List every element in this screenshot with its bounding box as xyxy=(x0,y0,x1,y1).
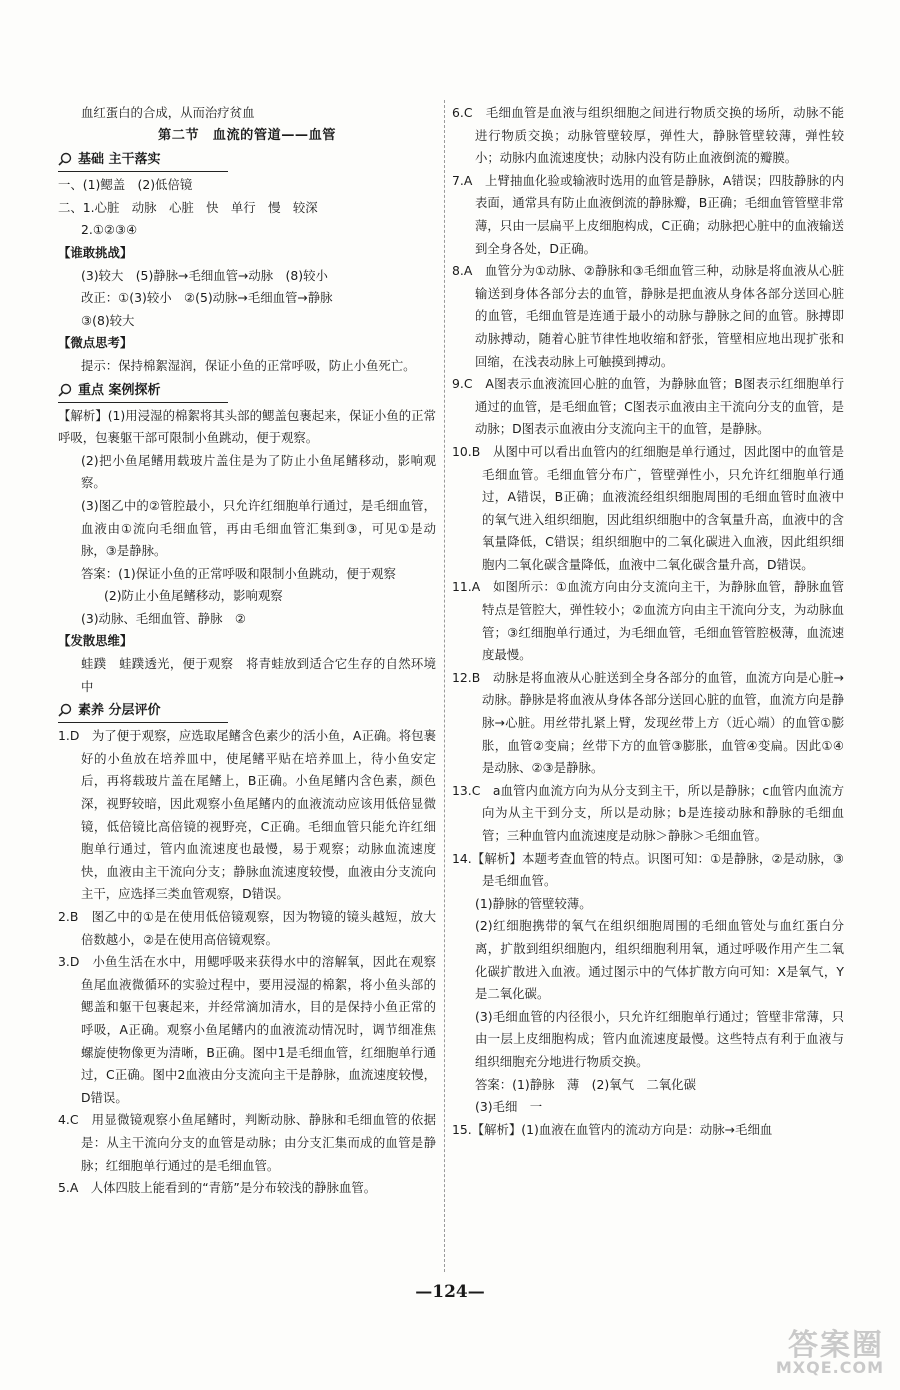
text-line: (2)把小鱼尾鳍用载玻片盖住是为了防止小鱼尾鳍移动，影响观察。 xyxy=(81,452,436,491)
question-item: 10.B 从图中可以看出血管内的红细胞是单行通过，因此图中的血管是毛细血管。毛细血管分布广，管壁弹性小，只允许红细胞单行通过，A错误，B正确；血液流经组织细胞周围的毛细血管时血液中的氧气进入组织细胞，因此组织细胞中的含氧量升高，血液中的含氧量降低，C错误；组织细胞中的二氧化碳进入血液，因此组织细胞内二氧化碳含量降低，血液中二氧化碳含量升高，D错误。 xyxy=(452,443,844,572)
text-line: 血红蛋白的合成，从而治疗贫血 xyxy=(81,105,255,120)
watermark-url: MXQE.COM xyxy=(775,1358,884,1377)
text-line: 蛙蹼 蛙蹼透光，便于观察 将青蛙放到适合它生存的自然环境中 xyxy=(81,656,436,694)
left-column xyxy=(58,102,436,1200)
text-line: 提示：保持棉絮湿润，保证小鱼的正常呼吸，防止小鱼死亡。 xyxy=(81,357,416,373)
heading-literacy xyxy=(58,700,228,723)
tag-label: 【谁敢挑战】 xyxy=(58,244,133,260)
heading-text: 基础 主干落实 xyxy=(78,152,161,168)
text-line: 二、1.心脏 动脉 心脏 快 单行 慢 较深 xyxy=(58,199,318,215)
text-line: (3)较大 (5)静脉→毛细血管→动脉 (8)较小 xyxy=(81,267,328,283)
question-item: 4.C 用显微镜观察小鱼尾鳍时，判断动脉、静脉和毛细血管的依据是：从主干流向分支的血管是动脉；由分支汇集而成的血管是静脉；红细胞单行通过的是毛细血管。 xyxy=(58,1112,436,1173)
answer-line: 答案：(1)静脉 薄 (2)氧气 二氧化碳 xyxy=(475,1076,696,1092)
question-item: 2.B 图乙中的①是在使用低倍镜观察，因为物镜的镜头越短，放大倍数越小，②是在使用高倍镜观察。 xyxy=(58,909,436,947)
column-divider xyxy=(444,100,445,1272)
text-line: 【解析】(1)用浸湿的棉絮将其头部的鳃盖包裹起来，保证小鱼的正常呼吸，包裹躯干部可限制小鱼跳动，便于观察。 xyxy=(58,407,436,446)
tag-label: 【微点思考】 xyxy=(58,335,133,351)
right-column xyxy=(452,102,844,1141)
question-item: 12.B 动脉是将血液从心脏送到全身各部分的血管，血流方向是心脏→动脉。静脉是将血液从身体各部分送回心脏的血管，血流方向是静脉→心脏。用丝带扎紧上臂，发现丝带上方（近心端）的血管①膨胀，血管②变扁；丝带下方的血管③膨胀，血管④变扁。因此①④是动脉、②③是静脉。 xyxy=(452,669,844,776)
question-item: 3.D 小鱼生活在水中，用鳃呼吸来获得水中的溶解氧，因此在观察鱼尾血液微循环的实验过程中，要用浸湿的棉絮，将小鱼头部的鳃盖和躯干包裹起来，并经常滴加清水，目的是保持小鱼正常的呼吸，A正确。观察小鱼尾鳍内的血液流动情况时，调节细准焦螺旋使物像更为清晰，B正确。图中1是毛细血管，红细胞单行通过，C正确。图中2血液由分支流向主干是静脉，血流速度较慢，D错误。 xyxy=(58,954,436,1105)
heading-key xyxy=(58,380,228,403)
text-line: 一、(1)鳃盖 (2)低倍镜 xyxy=(58,177,193,193)
text-line: ③(8)较大 xyxy=(81,312,135,328)
watermark-logo: 答案圈 xyxy=(788,1328,884,1363)
question-item: 9.C A图表示血液流回心脏的血管，为静脉血管；B图表示红细胞单行通过的血管，是毛细血管；C图表示血液由主干流向分支的血管，是动脉；D图表示血液由分支流向主干的血管，是静脉。 xyxy=(452,376,844,437)
text-line: (1)静脉的管壁较薄。 xyxy=(475,895,592,911)
answer-line: (2)防止小鱼尾鳍移动，影响观察 xyxy=(104,588,283,604)
text-line: (3)毛细血管的内径很小，只允许红细胞单行通过；管壁非常薄，只由一层上皮细胞构成；管内血流速度最慢。这些特点有利于血液与组织细胞充分地进行物质交换。 xyxy=(475,1008,844,1069)
heading-basic xyxy=(58,149,228,172)
text-line: (3)图乙中的②管腔最小，只允许红细胞单行通过，是毛细血管，血液由①流向毛细血管，再由毛细血管汇集到③，可见①是动脉，③是静脉。 xyxy=(81,497,436,559)
heading-text: 素养 分层评价 xyxy=(78,703,161,719)
question-item: 15.【解析】(1)血液在血管内的流动方向是：动脉→毛细血 xyxy=(452,1121,773,1137)
answer-line: 答案：(1)保证小鱼的正常呼吸和限制小鱼跳动，便于观察 xyxy=(81,565,396,581)
question-item: 14.【解析】本题考查血管的特点。识图可知：①是静脉，②是动脉，③是毛细血管。 xyxy=(452,850,844,889)
magnifier-icon xyxy=(58,703,72,717)
section-title: 第二节 血流的管道——血管 xyxy=(158,127,336,143)
text-line: 改正：①(3)较小 ②(5)动脉→毛细血管→静脉 xyxy=(81,290,333,306)
answer-line: (3)毛细 一 xyxy=(475,1099,543,1115)
question-item: 13.C a血管内血流方向为从分支到主干，所以是静脉；c血管内血流方向为从主干到分支，所以是动脉；b是连接动脉和静脉的毛细血管；三种血管内血流速度是动脉＞静脉＞毛细血管。 xyxy=(452,782,844,843)
answer-line: (3)动脉、毛细血管、静脉 ② xyxy=(81,610,246,626)
magnifier-icon xyxy=(58,152,72,166)
question-item: 11.A 如图所示：①血流方向由分支流向主干，为静脉血管，静脉血管特点是管腔大，弹性较小；②血流方向由主干流向分支，为动脉血管；③红细胞单行通过，为毛细血管，毛细血管管腔极薄，血流速度最慢。 xyxy=(452,579,844,663)
text-line: 2.①②③④ xyxy=(81,222,138,238)
watermark xyxy=(700,1318,890,1384)
question-item: 1.D 为了便于观察，应选取尾鳍含色素少的活小鱼，A正确。将包裹好的小鱼放在培养皿中，使尾鳍平贴在培养皿上，待小鱼安定后，再将载玻片盖在尾鳍上，B正确。小鱼尾鳍内含色素，颜色深，视野较暗，因此观察小鱼尾鳍内的血液流动应该用低倍显微镜，低倍镜比高倍镜的视野亮，C正确。毛细血管只能允许红细胞单行通过，管内血流速度也最慢，易于观察；动脉血流速度快，血液由主干流向分支；静脉血流速度较慢，血液由分支流向主干，应选择三类血管观察，D错误。 xyxy=(58,728,436,902)
page-number: —124— xyxy=(415,1282,485,1302)
question-item: 6.C 毛细血管是血液与组织细胞之间进行物质交换的场所，动脉不能进行物质交换；动脉管壁较厚，弹性大，静脉管壁较薄，弹性较小；动脉内血流速度快；动脉内没有防止血液倒流的瓣膜。 xyxy=(452,105,844,166)
text-line: (2)红细胞携带的氧气在组织细胞周围的毛细血管处与血红蛋白分离，扩散到组织细胞内，组织细胞利用氧，通过呼吸作用产生二氧化碳扩散进入血液。通过图示中的气体扩散方向可知：X是氧气，Y是二氧化碳。 xyxy=(475,918,844,1002)
question-item: 5.A 人体四肢上能看到的“青筋”是分布较浅的静脉血管。 xyxy=(58,1180,377,1196)
magnifier-icon xyxy=(58,383,72,397)
tag-label: 【发散思维】 xyxy=(58,633,133,649)
question-item: 8.A 血管分为①动脉、②静脉和③毛细血管三种，动脉是将血液从心脏输送到身体各部分去的血管，静脉是把血液从身体各部分送回心脏的血管，毛细血管是连通于最小的动脉与静脉之间的血管。脉搏即动脉搏动，随着心脏节律性地收缩和舒张，管壁相应地出现扩张和回缩，在浅表动脉上可触摸到搏动。 xyxy=(452,263,844,369)
heading-text: 重点 案例探析 xyxy=(78,382,161,398)
question-item: 7.A 上臂抽血化验或输液时选用的血管是静脉，A错误；四肢静脉的内表面，通常具有防止血液倒流的静脉瓣，B正确；毛细血管管壁非常薄，只由一层扁平上皮细胞构成，C正确；动脉把心脏中的血液输送到全身各处，D正确。 xyxy=(452,172,844,256)
